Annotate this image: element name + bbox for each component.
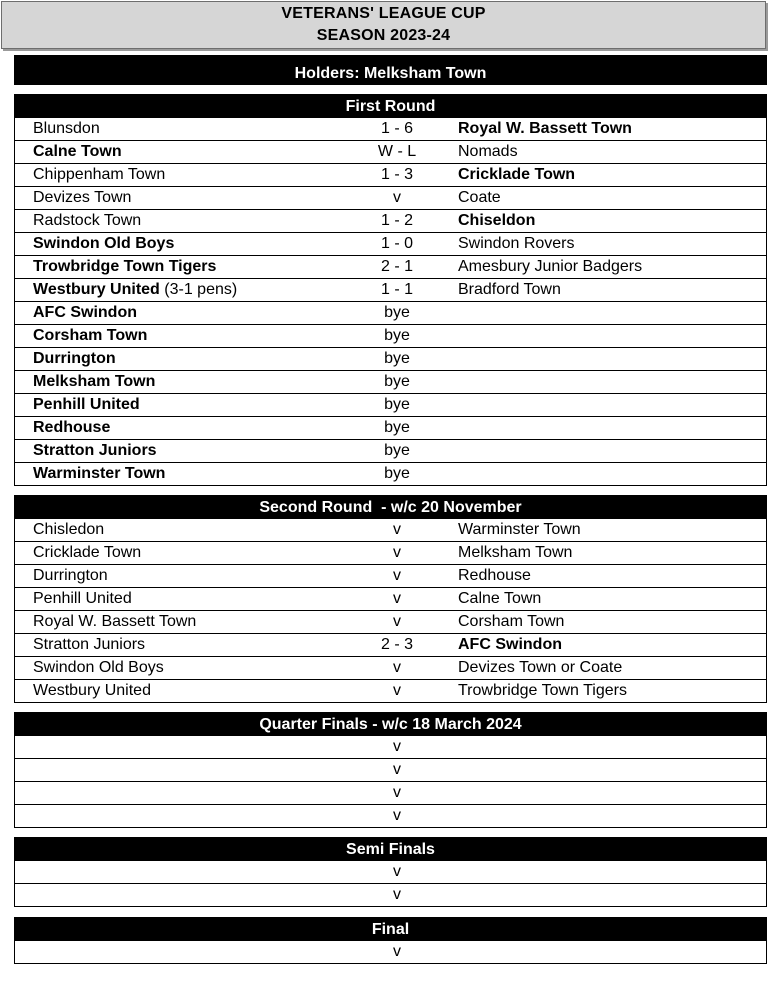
title-line-2: SEASON 2023-24 [316, 27, 451, 44]
home-team-name: Warminster Town [33, 465, 166, 482]
home-team-name: Blunsdon [33, 120, 100, 137]
fixture-row [15, 140, 766, 163]
score: 1 - 1 [380, 281, 413, 298]
home-team [33, 118, 100, 140]
score: v [393, 544, 401, 561]
score: v [393, 863, 401, 880]
home-team-name: Penhill United [33, 590, 132, 607]
away-team: Amesbury Junior Badgers [458, 258, 643, 275]
fixture-row [15, 347, 766, 370]
away-team: Melksham Town [458, 544, 573, 561]
home-team [33, 371, 155, 393]
home-team-name: Stratton Juniors [33, 442, 157, 459]
section-quarter-finals [14, 712, 767, 828]
fixture-list [14, 941, 767, 964]
home-team-name: Cricklade Town [33, 544, 142, 561]
fixture-row [15, 209, 766, 232]
home-team [33, 657, 164, 679]
score: 2 - 3 [380, 636, 413, 653]
away-team: Devizes Town or Coate [458, 659, 623, 676]
home-team [33, 417, 110, 439]
score: bye [384, 373, 410, 390]
section-heading: Second Round - w/c 20 November [14, 495, 767, 519]
away-team: Royal W. Bassett Town [458, 120, 632, 137]
fixture-row [15, 883, 766, 906]
fixture-row [15, 610, 766, 633]
away-team: Chiseldon [458, 212, 536, 229]
score: v [393, 943, 401, 960]
score: v [393, 761, 401, 778]
home-team [33, 394, 140, 416]
score: bye [384, 442, 410, 459]
score: v [393, 189, 401, 206]
home-team [33, 588, 132, 610]
fixture-row [15, 758, 766, 781]
fixture-row [15, 633, 766, 656]
home-team-name: Westbury United [33, 281, 160, 298]
section-first-round [14, 94, 767, 486]
score: 1 - 6 [380, 120, 413, 137]
score: 1 - 3 [380, 166, 413, 183]
home-team-name: Stratton Juniors [33, 636, 146, 653]
fixture-row [15, 587, 766, 610]
score: 2 - 1 [380, 258, 413, 275]
fixture-row [15, 255, 766, 278]
home-team-name: Swindon Old Boys [33, 235, 175, 252]
fixture-row [15, 301, 766, 324]
title-line-1: VETERANS' LEAGUE CUP [281, 5, 486, 22]
section-second-round [14, 495, 767, 703]
fixture-row [15, 278, 766, 301]
fixture-row [15, 324, 766, 347]
away-team: Calne Town [458, 590, 542, 607]
fixture-row [15, 462, 766, 485]
fixture-list [14, 519, 767, 703]
home-team [33, 611, 196, 633]
home-team [33, 256, 216, 278]
home-team-name: Calne Town [33, 143, 122, 160]
home-team [33, 302, 137, 324]
fixture-row [15, 118, 766, 140]
section-heading: First Round [14, 94, 767, 118]
fixture-row [15, 416, 766, 439]
away-team: Corsham Town [458, 613, 565, 630]
score: bye [384, 396, 410, 413]
home-team [33, 680, 151, 702]
fixture-list [14, 861, 767, 907]
home-team-name: Corsham Town [33, 327, 148, 344]
home-team-name: Radstock Town [33, 212, 142, 229]
score: v [393, 590, 401, 607]
home-team-name: Royal W. Bassett Town [33, 613, 197, 630]
home-team [33, 519, 104, 541]
home-team [33, 141, 122, 163]
away-team: Bradford Town [458, 281, 561, 298]
home-team-name: Chippenham Town [33, 166, 166, 183]
home-team [33, 210, 141, 232]
home-team-name: AFC Swindon [33, 304, 137, 321]
fixture-list [14, 736, 767, 828]
score: v [393, 807, 401, 824]
fixture-row [15, 804, 766, 827]
away-team: AFC Swindon [458, 636, 562, 653]
away-team: Trowbridge Town Tigers [458, 682, 627, 699]
home-team-name: Chisledon [33, 521, 105, 538]
fixture-row [15, 519, 766, 541]
home-team [33, 164, 165, 186]
fixture-row [15, 679, 766, 702]
fixture-list [14, 118, 767, 486]
score: bye [384, 465, 410, 482]
penalty-note: (3-1 pens) [159, 281, 238, 298]
away-team: Redhouse [458, 567, 531, 584]
score: W - L [377, 143, 417, 160]
fixture-row [15, 163, 766, 186]
home-team-name: Durrington [33, 567, 108, 584]
score: bye [384, 350, 410, 367]
fixture-row [15, 370, 766, 393]
fixture-row [15, 232, 766, 255]
score: v [393, 886, 401, 903]
home-team [33, 279, 237, 301]
holders-banner: Holders: Melksham Town [14, 55, 767, 85]
home-team [33, 325, 147, 347]
home-team [33, 565, 108, 587]
title-banner [1, 1, 766, 49]
home-team [33, 463, 165, 485]
fixture-row [15, 861, 766, 883]
score: v [393, 682, 401, 699]
section-final [14, 917, 767, 964]
home-team-name: Melksham Town [33, 373, 156, 390]
score: 1 - 0 [380, 235, 413, 252]
home-team-name: Trowbridge Town Tigers [33, 258, 217, 275]
home-team [33, 542, 141, 564]
section-semi-finals [14, 837, 767, 907]
fixture-row [15, 393, 766, 416]
score: v [393, 567, 401, 584]
home-team [33, 440, 157, 462]
away-team: Warminster Town [458, 521, 581, 538]
score: v [393, 784, 401, 801]
fixture-row [15, 941, 766, 963]
home-team [33, 233, 174, 255]
score: v [393, 738, 401, 755]
score: bye [384, 327, 410, 344]
fixture-row [15, 541, 766, 564]
fixture-row [15, 186, 766, 209]
section-heading: Quarter Finals - w/c 18 March 2024 [14, 712, 767, 736]
home-team [33, 348, 116, 370]
section-heading: Semi Finals [14, 837, 767, 861]
fixture-row [15, 439, 766, 462]
away-team: Coate [458, 189, 501, 206]
home-team-name: Swindon Old Boys [33, 659, 164, 676]
fixture-row [15, 656, 766, 679]
away-team: Swindon Rovers [458, 235, 575, 252]
score: 1 - 2 [380, 212, 413, 229]
section-heading: Final [14, 917, 767, 941]
home-team-name: Westbury United [33, 682, 151, 699]
fixture-row [15, 564, 766, 587]
away-team: Cricklade Town [458, 166, 576, 183]
score: bye [384, 419, 410, 436]
score: v [393, 521, 401, 538]
home-team [33, 187, 131, 209]
home-team-name: Durrington [33, 350, 116, 367]
away-team: Nomads [458, 143, 518, 160]
home-team [33, 634, 145, 656]
home-team-name: Redhouse [33, 419, 111, 436]
home-team-name: Penhill United [33, 396, 140, 413]
score: v [393, 659, 401, 676]
score: v [393, 613, 401, 630]
score: bye [384, 304, 410, 321]
home-team-name: Devizes Town [33, 189, 132, 206]
fixture-row [15, 736, 766, 758]
fixture-row [15, 781, 766, 804]
